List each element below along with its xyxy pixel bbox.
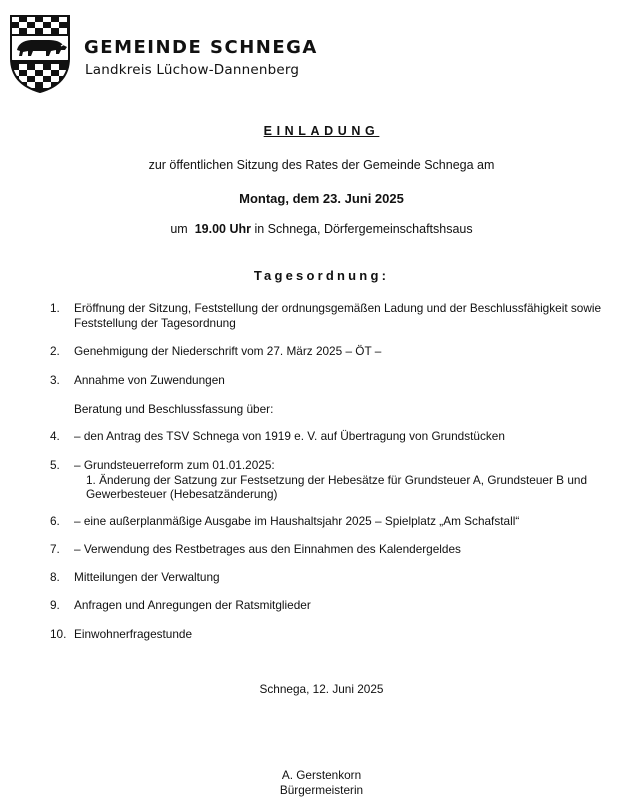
agenda-item-number: 7. bbox=[50, 542, 60, 556]
agenda-item-text: Annahme von Zuwendungen bbox=[74, 373, 225, 387]
agenda-title: Tagesordnung: bbox=[253, 268, 390, 283]
meeting-location: in Schnega, Dörfergemeinschaftshsaus bbox=[254, 222, 473, 236]
place-date: Schnega, 12. Juni 2025 bbox=[259, 682, 384, 696]
agenda-item-text: Anfragen und Anregungen der Ratsmitglieder bbox=[74, 598, 311, 612]
org-name: GEMEINDE SCHNEGA bbox=[84, 37, 318, 58]
agenda-item-number: 3. bbox=[50, 373, 60, 387]
meeting-date: Montag, dem 23. Juni 2025 bbox=[239, 191, 404, 206]
agenda-item-number: 9. bbox=[50, 598, 60, 612]
agenda-item-text: Eröffnung der Sitzung, Feststellung der ordnungsgemäßen Ladung und der Beschlussfähigkeit sowie Feststellung der Tagesordnung bbox=[74, 301, 602, 330]
agenda-item-number: 8. bbox=[50, 570, 60, 584]
agenda-item-text: Genehmigung der Niederschrift vom 27. März 2025 – ÖT – bbox=[74, 344, 382, 358]
agenda-item-text: – eine außerplanmäßige Ausgabe im Haushaltsjahr 2025 – Spielplatz „Am Schafstall“ bbox=[74, 514, 520, 528]
time-prefix: um bbox=[170, 222, 188, 236]
agenda-item-text: – Verwendung des Restbetrages aus den Einnahmen des Kalendergeldes bbox=[74, 542, 461, 556]
meeting-time-location bbox=[0, 222, 643, 236]
agenda-subitem-text: 1. Änderung der Satzung zur Festsetzung der Hebesätze für Grundsteuer A, Grundsteuer B und Gewerbesteuer (Hebesatzänderung) bbox=[86, 472, 588, 501]
signer-role: Bürgermeisterin bbox=[279, 783, 364, 797]
meeting-time: 19.00 Uhr bbox=[194, 222, 251, 236]
agenda-item-text: – den Antrag des TSV Schnega von 1919 e. V. auf Übertragung von Grundstücken bbox=[74, 429, 505, 443]
advisory-line: Beratung und Beschlussfassung über: bbox=[74, 402, 274, 416]
invitation-line: zur öffentlichen Sitzung des Rates der Gemeinde Schnega am bbox=[148, 158, 495, 172]
agenda-item-text: Mitteilungen der Verwaltung bbox=[74, 570, 220, 584]
agenda-item-number: 4. bbox=[50, 429, 60, 443]
agenda-item-number: 1. bbox=[50, 301, 60, 315]
agenda-item-body bbox=[74, 458, 614, 502]
coat-of-arms-icon bbox=[9, 14, 71, 94]
org-district: Landkreis Lüchow-Dannenberg bbox=[85, 62, 300, 78]
agenda-item-text: – Grundsteuerreform zum 01.01.2025: bbox=[74, 458, 275, 472]
agenda-item-number: 10. bbox=[50, 627, 67, 641]
agenda-item-number: 5. bbox=[50, 458, 60, 472]
document-title: EINLADUNG bbox=[263, 124, 380, 138]
agenda-item-text: Einwohnerfragestunde bbox=[74, 627, 193, 641]
signer-name: A. Gerstenkorn bbox=[281, 768, 362, 782]
agenda-item-number: 6. bbox=[50, 514, 60, 528]
agenda-item-number: 2. bbox=[50, 344, 60, 358]
